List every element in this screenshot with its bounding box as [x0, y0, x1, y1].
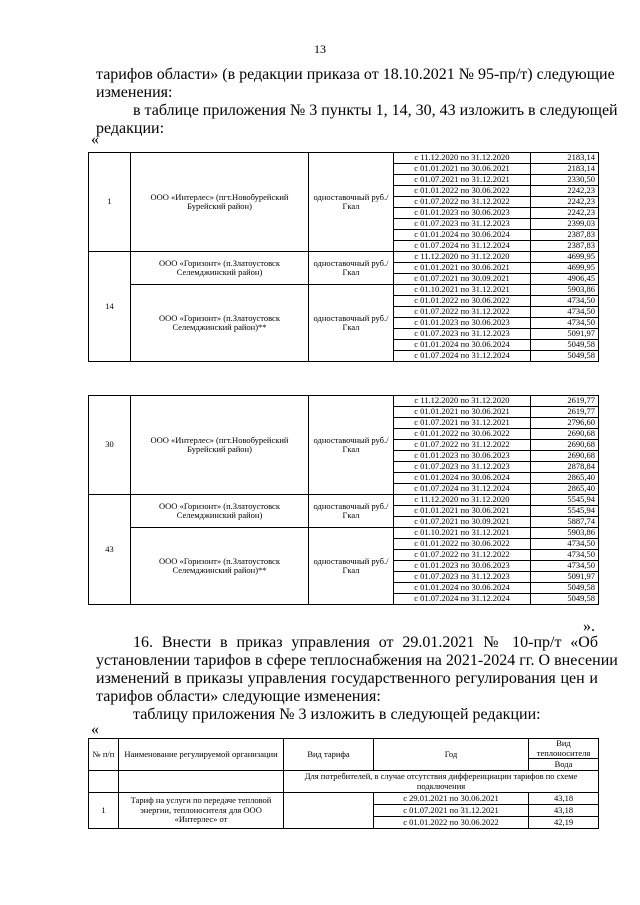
tariff-value: 4734,50 [531, 307, 599, 318]
tariff-value: 4906,45 [531, 274, 599, 285]
period: с 29.01.2021 по 30.06.2021 [374, 793, 529, 805]
table-row [89, 396, 599, 407]
tariff-value: 5091,97 [531, 572, 599, 583]
tariff-value: 4734,50 [531, 318, 599, 329]
p16-line-1: 16. Внести в приказ управления от 29.01.2021 № 10-пр/т «Об [133, 634, 598, 651]
period: с 01.07.2024 по 31.12.2024 [394, 484, 531, 495]
period: с 01.07.2023 по 31.12.2023 [394, 329, 531, 340]
period: с 01.01.2023 по 30.06.2023 [394, 561, 531, 572]
period: с 01.07.2021 по 31.12.2021 [394, 418, 531, 429]
tariff-value: 2183,14 [531, 153, 599, 164]
tariff-value: 2619,77 [531, 396, 599, 407]
tariff-value: 2878,84 [531, 462, 599, 473]
period: с 01.07.2022 по 31.12.2022 [394, 550, 531, 561]
tariff-value: 4699,95 [531, 263, 599, 274]
tariff-value: 4734,50 [531, 539, 599, 550]
item-number: 1 [89, 153, 131, 252]
period: с 01.07.2022 по 31.12.2022 [394, 440, 531, 451]
open-quote-2: « [91, 721, 99, 738]
organization-name: ООО «Интерлес» (пгт.Новобурейский Бурейский район) [131, 396, 309, 495]
tariff-value: 43,18 [529, 805, 599, 817]
tariff-type [284, 793, 374, 829]
period: с 01.01.2022 по 30.06.2022 [374, 817, 529, 829]
tariff-value: 2242,23 [531, 197, 599, 208]
period: с 01.07.2024 по 31.12.2024 [394, 351, 531, 362]
period: с 01.01.2021 по 30.06.2021 [394, 263, 531, 274]
table-row [89, 739, 599, 759]
tariff-type: одноставочный руб./Гкал [309, 252, 394, 285]
period: с 01.07.2024 по 31.12.2024 [394, 594, 531, 605]
item-number: 30 [89, 396, 131, 495]
tariff-value: 4734,50 [531, 296, 599, 307]
item-number: 1 [89, 793, 119, 829]
table-row [89, 285, 599, 296]
organization-name: ООО «Горизонт» (п.Златоустовск Селемджинский район)** [131, 528, 309, 605]
organization-name: ООО «Интерлес» (пгт.Новобурейский Бурейский район) [131, 153, 309, 252]
tariff-value: 4699,95 [531, 252, 599, 263]
period: с 01.01.2022 по 30.06.2022 [394, 429, 531, 440]
table-row [89, 252, 599, 263]
organization-name: ООО «Горизонт» (п.Златоустовск Селемджинский район) [131, 252, 309, 285]
period: с 11.12.2020 по 31.12.2020 [394, 495, 531, 506]
period: с 01.07.2021 по 30.09.2021 [394, 274, 531, 285]
item-number: 43 [89, 495, 131, 605]
tariff-value: 2796,60 [531, 418, 599, 429]
tariff-value: 2183,14 [531, 164, 599, 175]
table-row [89, 153, 599, 164]
p16-line-3: изменений в приказы управления государственного регулирования цен и [96, 670, 598, 687]
p16-line-4: тарифов области» следующие изменения: [96, 688, 381, 705]
period: с 11.12.2020 по 31.12.2020 [394, 153, 531, 164]
period: с 01.07.2021 по 31.12.2021 [394, 175, 531, 186]
open-quote-1: « [91, 131, 99, 148]
item-number: 14 [89, 252, 131, 362]
tariff-value: 2690,68 [531, 429, 599, 440]
table-row [89, 771, 599, 793]
intro-line-2: изменения: [96, 84, 173, 101]
tariff-value: 5091,97 [531, 329, 599, 340]
tariff-value: 2619,77 [531, 407, 599, 418]
period: с 01.07.2023 по 31.12.2023 [394, 219, 531, 230]
period: с 01.10.2021 по 31.12.2021 [394, 285, 531, 296]
tariff-value: 2690,68 [531, 451, 599, 462]
tariff-value: 2865,40 [531, 473, 599, 484]
tariff-table-3 [88, 738, 599, 829]
period: с 01.01.2023 по 30.06.2023 [394, 208, 531, 219]
table-row [89, 793, 599, 805]
tariff-value: 2690,68 [531, 440, 599, 451]
period: с 01.01.2022 по 30.06.2022 [394, 296, 531, 307]
period: с 11.12.2020 по 31.12.2020 [394, 396, 531, 407]
period: с 01.01.2024 по 30.06.2024 [394, 473, 531, 484]
subheader-consumers: Для потребителей, в случае отсутствия дифференциации тарифов по схеме подключения [284, 771, 599, 793]
period: с 01.01.2024 по 30.06.2024 [394, 583, 531, 594]
tariff-value: 2387,83 [531, 241, 599, 252]
tariff-value: 5545,94 [531, 495, 599, 506]
tariff-value: 42,19 [529, 817, 599, 829]
table-row [89, 528, 599, 539]
tariff-value: 43,18 [529, 793, 599, 805]
tariff-type: одноставочный руб./Гкал [309, 495, 394, 528]
tariff-value: 2242,23 [531, 186, 599, 197]
organization-name: Тариф на услуги по передаче тепловой энергии, теплоносителя для ООО «Интерлес» от [119, 793, 284, 829]
header-water: Вода [529, 759, 599, 771]
tariff-type: одноставочный руб./Гкал [309, 396, 394, 495]
tariff-value: 2242,23 [531, 208, 599, 219]
intro-line-4: редакции: [96, 120, 165, 137]
header-coolant: Вид теплоносителя [529, 739, 599, 759]
tariff-value: 2330,50 [531, 175, 599, 186]
header-number: № п/п [89, 739, 119, 771]
p16-line-5: таблицу приложения № 3 изложить в следующей редакции: [133, 706, 541, 723]
tariff-value: 4734,50 [531, 550, 599, 561]
period: с 01.01.2021 по 30.06.2021 [394, 506, 531, 517]
tariff-value: 5903,86 [531, 285, 599, 296]
page-number: 13 [314, 42, 326, 56]
header-year: Год [374, 739, 529, 771]
period: с 01.01.2021 по 30.06.2021 [394, 164, 531, 175]
p16-line-2: установлении тарифов в сфере теплоснабжения на 2021-2024 гг. О внесении [96, 652, 618, 669]
period: с 01.01.2023 по 30.06.2023 [394, 451, 531, 462]
period: с 01.01.2024 по 30.06.2024 [394, 340, 531, 351]
period: с 01.01.2022 по 30.06.2022 [394, 186, 531, 197]
period: с 01.07.2023 по 31.12.2023 [394, 572, 531, 583]
period: с 01.01.2021 по 30.06.2021 [394, 407, 531, 418]
tariff-value: 4734,50 [531, 561, 599, 572]
period: с 11.12.2020 по 31.12.2020 [394, 252, 531, 263]
organization-name: ООО «Горизонт» (п.Златоустовск Селемджинский район)** [131, 285, 309, 362]
period: с 01.10.2021 по 31.12.2021 [394, 528, 531, 539]
intro-line-1: тарифов области» (в редакции приказа от 18.10.2021 № 95-пр/т) следующие [96, 66, 615, 83]
empty-cell [89, 771, 119, 793]
tariff-value: 5887,74 [531, 517, 599, 528]
empty-cell [119, 771, 284, 793]
period: с 01.01.2024 по 30.06.2024 [394, 230, 531, 241]
tariff-table-2 [88, 395, 599, 605]
header-organization: Наименование регулируемой организации [119, 739, 284, 771]
header-tariff-type: Вид тарифа [284, 739, 374, 771]
period: с 01.07.2022 по 31.12.2022 [394, 197, 531, 208]
tariff-type: одноставочный руб./Гкал [309, 528, 394, 605]
tariff-value: 5903,86 [531, 528, 599, 539]
period: с 01.01.2023 по 30.06.2023 [394, 318, 531, 329]
tariff-value: 5049,58 [531, 351, 599, 362]
tariff-value: 5545,94 [531, 506, 599, 517]
tariff-value: 5049,58 [531, 340, 599, 351]
tariff-type: одноставочный руб./Гкал [309, 153, 394, 252]
tariff-value: 2865,40 [531, 484, 599, 495]
intro-line-3: в таблице приложения № 3 пункты 1, 14, 30, 43 изложить в следующей [133, 102, 618, 119]
tariff-value: 2399,03 [531, 219, 599, 230]
period: с 01.07.2021 по 31.12.2021 [374, 805, 529, 817]
tariff-table-1 [88, 152, 599, 362]
close-quote: ». [583, 618, 595, 635]
tariff-value: 5049,58 [531, 594, 599, 605]
period: с 01.07.2024 по 31.12.2024 [394, 241, 531, 252]
table-row [89, 495, 599, 506]
period: с 01.07.2022 по 31.12.2022 [394, 307, 531, 318]
period: с 01.07.2023 по 31.12.2023 [394, 462, 531, 473]
period: с 01.01.2022 по 30.06.2022 [394, 539, 531, 550]
period: с 01.07.2021 по 30.09.2021 [394, 517, 531, 528]
tariff-value: 2387,83 [531, 230, 599, 241]
organization-name: ООО «Горизонт» (п.Златоустовск Селемджинский район) [131, 495, 309, 528]
tariff-type: одноставочный руб./Гкал [309, 285, 394, 362]
tariff-value: 5049,58 [531, 583, 599, 594]
